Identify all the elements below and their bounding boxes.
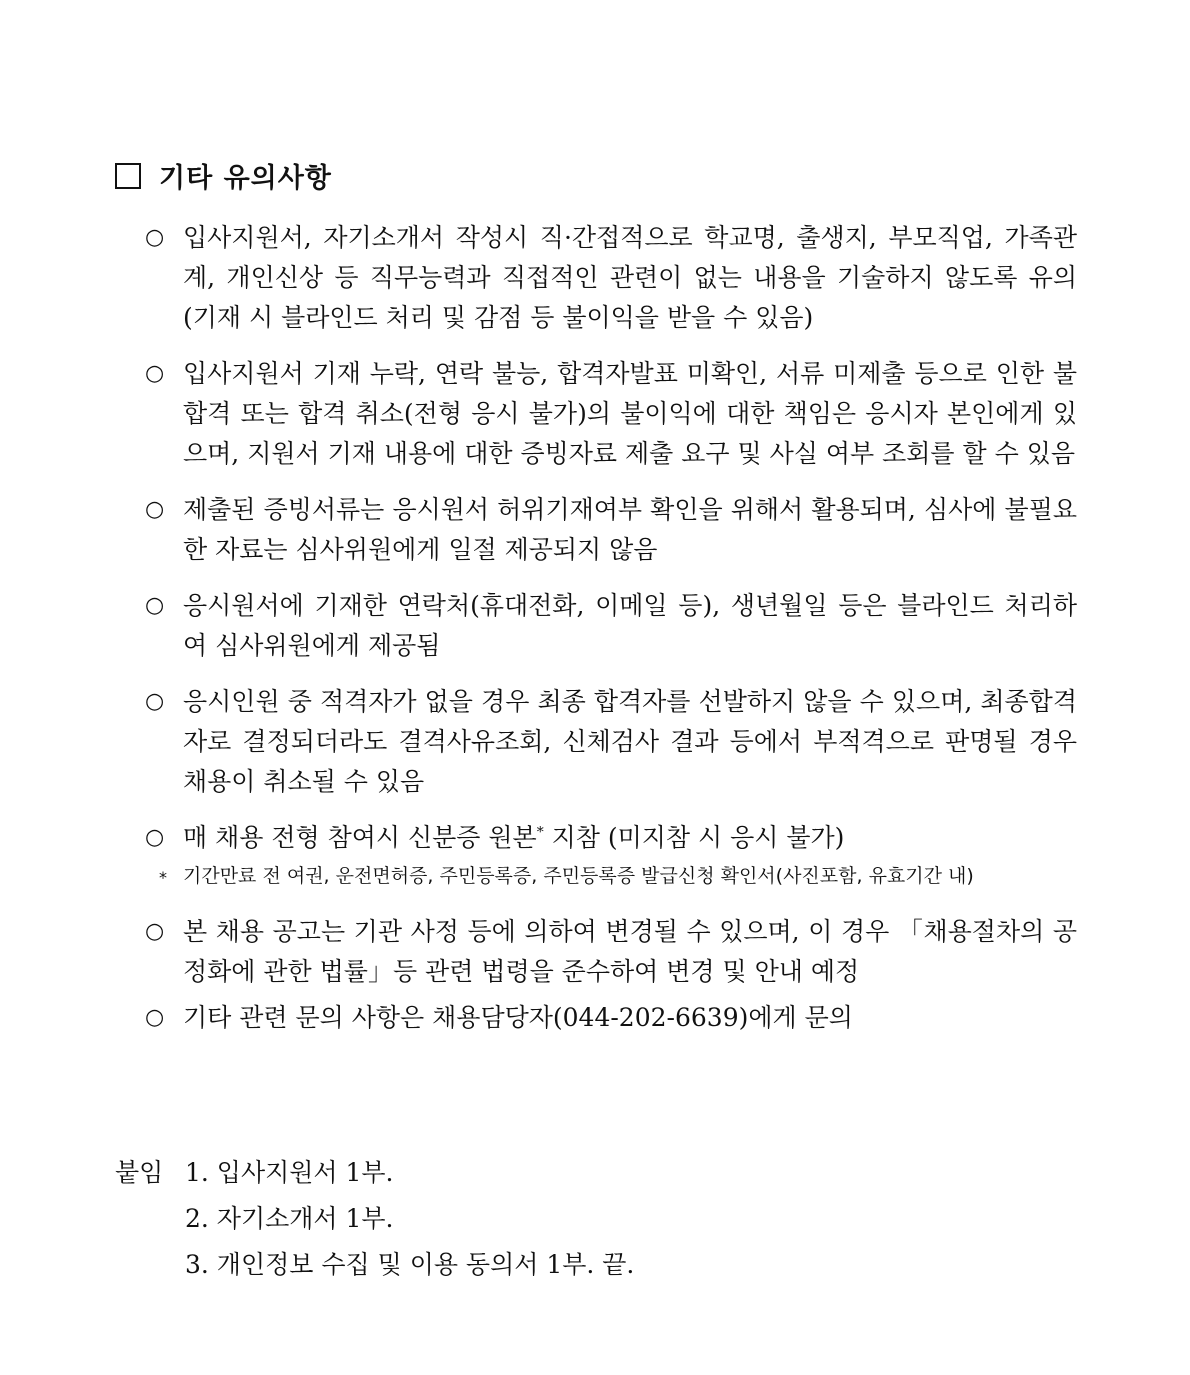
section-heading [115,156,332,195]
footnote [145,858,1077,894]
list-item-text: 제출된 증빙서류는 응시원서 허위기재여부 확인을 위해서 활용되며, 심사에 불필요한 자료는 심사위원에게 일절 제공되지 않음 [183,495,1077,564]
attachments [115,1150,634,1288]
section-title: 기타 유의사항 [159,163,332,194]
list-item-id-requirement [145,818,1077,858]
list-item-text: 응시인원 중 적격자가 없을 경우 최종 합격자를 선발하지 않을 수 있으며, 최종합격자로 결정되더라도 결격사유조회, 신체검사 결과 등에서 부적격으로 판명될 경우 채용이 취소될 수 있음 [183,687,1077,796]
list-item-text: 기타 관련 문의 사항은 채용담당자(044-202-6639)에게 문의 [183,1003,853,1032]
id-text-after: 지참 (미지참 시 응시 불가) [543,823,845,852]
list-item [145,912,1077,992]
circle-bullet-icon: ○ [145,689,165,714]
list-item-text: 응시원서에 기재한 연락처(휴대전화, 이메일 등), 생년월일 등은 블라인드 처리하여 심사위원에게 제공됨 [183,591,1077,660]
footnote-text: 기간만료 전 여권, 운전면허증, 주민등록증, 주민등록증 발급신청 확인서(사진포함, 유효기간 내) [183,865,974,887]
list-item-text: 입사지원서 기재 누락, 연락 불능, 합격자발표 미확인, 서류 미제출 등으로 인한 불합격 또는 합격 취소(전형 응시 불가)의 불이익에 대한 책임은 응시자 본인에게 있으며, 지원서 기재 내용에 대한 증빙자료 제출 요구 및 사실 여부 조회를 할 수 있음 [183,359,1077,468]
circle-bullet-icon: ○ [145,593,165,618]
circle-bullet-icon: ○ [145,1005,165,1030]
checkbox-square-icon [115,163,141,189]
circle-bullet-icon: ○ [145,919,165,944]
list-item [145,682,1077,802]
circle-bullet-icon: ○ [145,825,165,850]
attachments-list [185,1150,634,1288]
id-text-before: 매 채용 전형 참여시 신분증 원본 [183,823,537,852]
list-item [145,354,1077,474]
list-item-text: 입사지원서, 자기소개서 작성시 직·간접적으로 학교명, 출생지, 부모직업, 가족관계, 개인신상 등 직무능력과 직접적인 관련이 없는 내용을 기술하지 않도록 유의(기재 시 블라인드 처리 및 감점 등 불이익을 받을 수 있음) [183,223,1077,332]
circle-bullet-icon: ○ [145,225,165,250]
circle-bullet-icon: ○ [145,497,165,522]
footnote-star: * [159,868,167,887]
notice-list [145,218,1077,1054]
list-item [145,218,1077,338]
list-item-text: 본 채용 공고는 기관 사정 등에 의하여 변경될 수 있으며, 이 경우 「채용절차의 공정화에 관한 법률」등 관련 법령을 준수하여 변경 및 안내 예정 [183,917,1077,986]
footnote-marker: * [536,824,544,841]
attachments-label: 붙임 [115,1158,164,1187]
list-item [145,586,1077,666]
attachment-item: 1. 입사지원서 1부. [185,1158,394,1187]
list-item [145,490,1077,570]
list-item [145,998,1077,1038]
attachment-item: 3. 개인정보 수집 및 이용 동의서 1부. 끝. [185,1250,635,1279]
circle-bullet-icon: ○ [145,361,165,386]
attachment-item: 2. 자기소개서 1부. [185,1204,394,1233]
